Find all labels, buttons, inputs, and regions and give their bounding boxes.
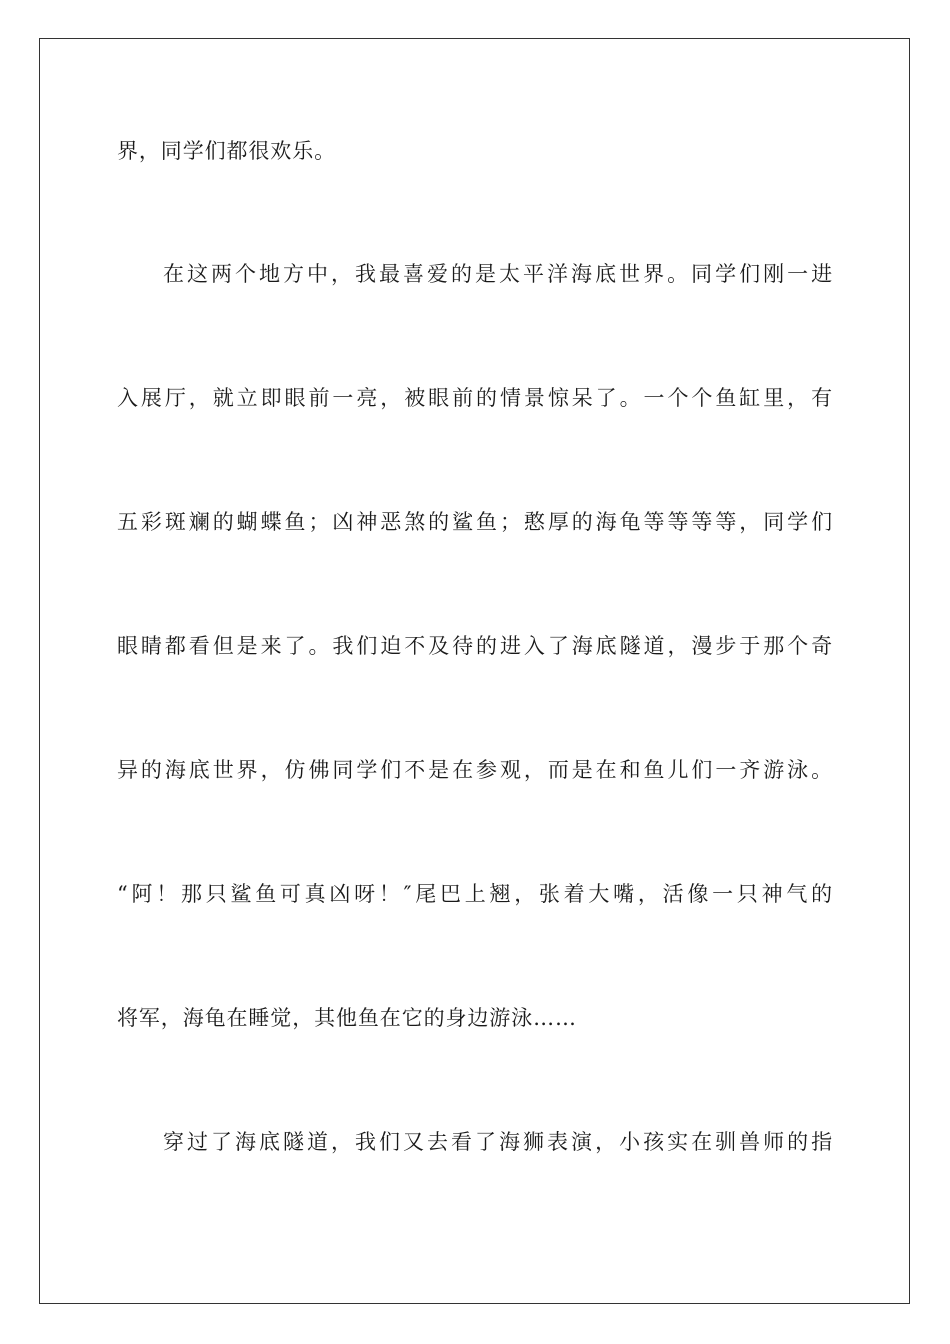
text-line: 异的海底世界，仿佛同学们不是在参观，而是在和鱼儿们一齐游泳。 [117,758,833,782]
text-line: 穿过了海底隧道，我们又去看了海狮表演，小孩实在驯兽师的指 [163,1130,833,1154]
page-border [39,38,910,1304]
text-line: 五彩斑斓的蝴蝶鱼；凶神恶煞的鲨鱼；憨厚的海龟等等等等，同学们 [117,510,833,534]
text-line: 将军，海龟在睡觉，其他鱼在它的身边游泳…… [117,1006,577,1030]
text-line: 在这两个地方中，我最喜爱的是太平洋海底世界。同学们刚一进 [163,262,833,286]
text-line: 入展厅，就立即眼前一亮，被眼前的情景惊呆了。一个个鱼缸里，有 [117,386,833,410]
text-line: “阿！那只鲨鱼可真凶呀！″尾巴上翘，张着大嘴，活像一只神气的 [117,882,833,906]
text-line: 界，同学们都很欢乐。 [117,139,336,163]
text-line: 眼睛都看但是来了。我们迫不及待的进入了海底隧道，漫步于那个奇 [117,634,833,658]
